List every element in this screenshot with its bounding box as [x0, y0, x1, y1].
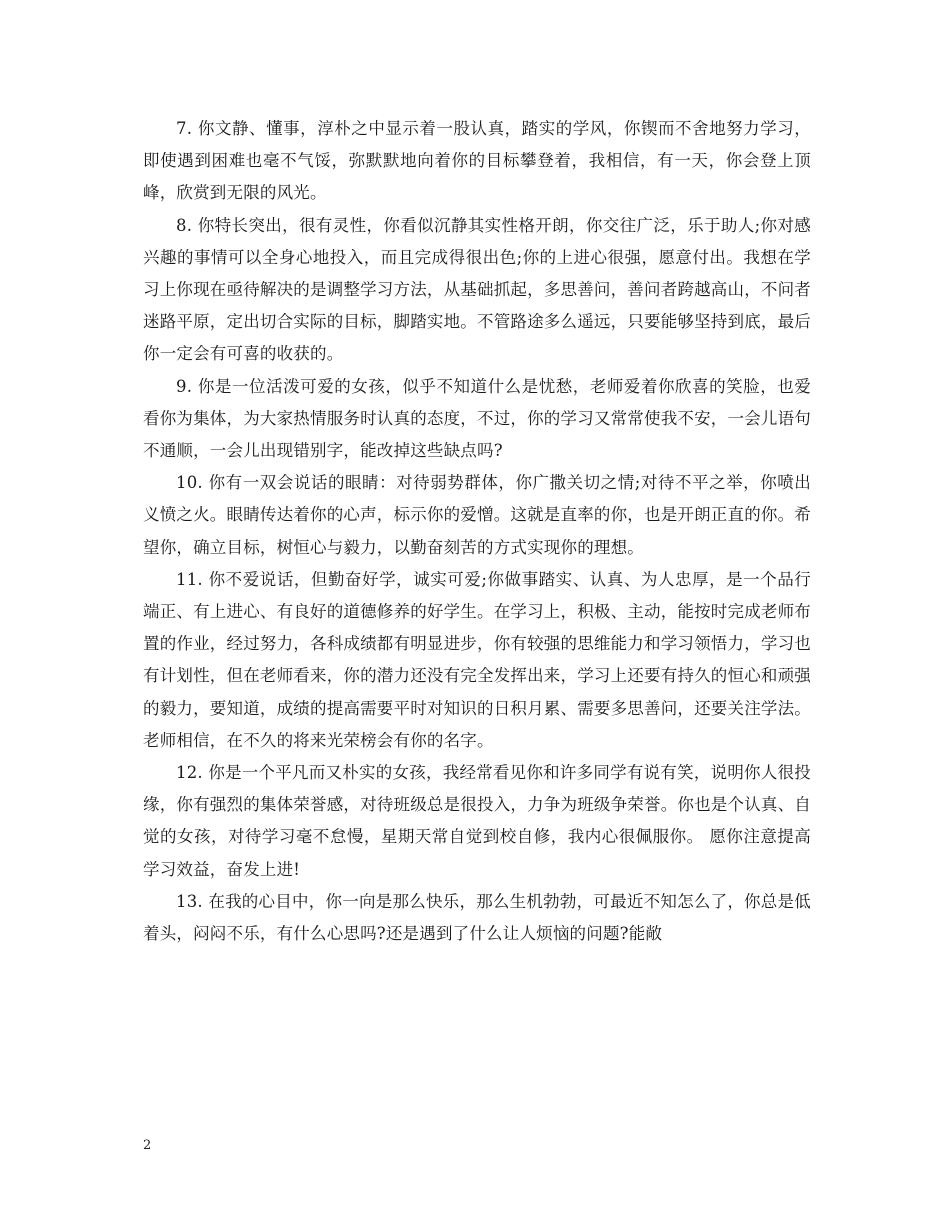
paragraph-8: 8. 你特长突出，很有灵性，你看似沉静其实性格开朗，你交往广泛，乐于助人;你对感兴趣的事情可以全身心地投入，而且完成得很出色;你的上进心很强，愿意付出。我想在学习上你现在亟待解决的是调整学习方法，从基础抓起，多思善问，善问者跨越高山，不问者迷路平原，定出切合实际的目标，脚踏实地。不管路途多么遥远，只要能够坚持到底，最后你一定会有可喜的收获的。: [143, 215, 811, 364]
paragraph-13: 13. 在我的心目中，你一向是那么快乐，那么生机勃勃，可最近不知怎么了，你总是低着头，闷闷不乐，有什么心思吗?还是遇到了什么让人烦恼的问题?能敞: [143, 891, 811, 944]
document-body: [143, 113, 811, 950]
paragraph-9: 9. 你是一位活泼可爱的女孩，似乎不知道什么是忧愁，老师爱着你欣喜的笑脸，也爱看你为集体，为大家热情服务时认真的态度，不过，你的学习又常常使我不安，一会儿语句不通顺，一会儿出现错别字，能改掉这些缺点吗?: [143, 376, 811, 461]
paragraph-11: 11. 你不爱说话，但勤奋好学，诚实可爱;你做事踏实、认真、为人忠厚，是一个品行端正、有上进心、有良好的道德修养的好学生。在学习上，积极、主动，能按时完成老师布置的作业，经过努力，各科成绩都有明显进步，你有较强的思维能力和学习领悟力，学习也有计划性，但在老师看来，你的潜力还没有完全发挥出来，学习上还要有持久的恒心和顽强的毅力，要知道，成绩的提高需要平时对知识的日积月累、需要多思善问，还要关注学法。老师相信，在不久的将来光荣榜会有你的名字。: [143, 569, 811, 750]
paragraph-7: 7. 你文静、懂事，淳朴之中显示着一股认真，踏实的学风，你锲而不舍地努力学习，即使遇到困难也毫不气馁，弥默默地向着你的目标攀登着，我相信，有一天，你会登上顶峰，欣赏到无限的风光。: [143, 119, 811, 203]
page-number: 2: [143, 1138, 152, 1153]
paragraph-10: 10. 你有一双会说话的眼睛：对待弱势群体，你广撒关切之情;对待不平之举，你喷出义愤之火。眼睛传达着你的心声，标示你的爱憎。这就是直率的你，也是开朗正直的你。希望你，确立目标，树恒心与毅力，以勤奋刻苦的方式实现你的理想。: [143, 473, 811, 557]
paragraph-12: 12. 你是一个平凡而又朴实的女孩，我经常看见你和许多同学有说有笑，说明你人很投缘，你有强烈的集体荣誉感，对待班级总是很投入，力争为班级争荣誉。你也是个认真、自觉的女孩，对待学习毫不怠慢，星期天常自觉到校自修，我内心很佩服你。 愿你注意提高学习效益，奋发上进!: [143, 763, 811, 879]
